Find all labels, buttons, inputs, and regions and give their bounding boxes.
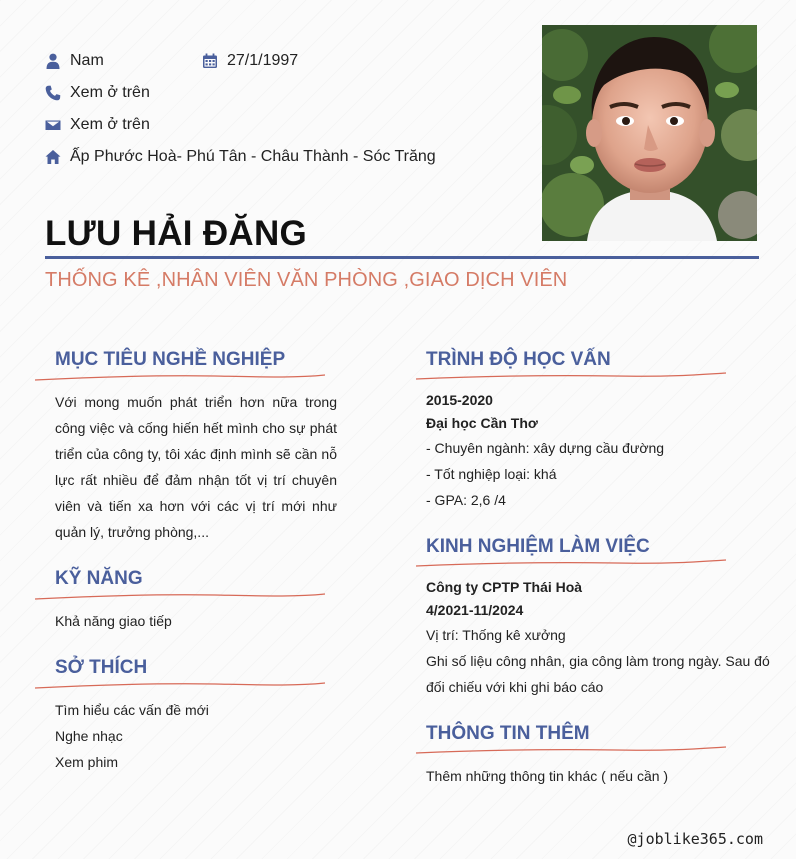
hobby-item: Xem phim xyxy=(55,754,119,770)
address-text: Ấp Phước Hoà- Phú Tân - Châu Thành - Sóc Trăng xyxy=(70,148,436,165)
experience-period: 4/2021-11/2024 xyxy=(426,602,524,618)
experience-heading: KINH NGHIỆM LÀM VIỆC xyxy=(426,536,650,557)
contact-email xyxy=(45,116,150,134)
hobby-item: Tìm hiểu các vấn đề mới xyxy=(55,702,209,718)
experience-description: Ghi số liệu công nhân, gia công làm trong ngày. Sau đó đối chiếu với khi ghi báo cáo xyxy=(426,653,770,695)
name-divider xyxy=(45,256,759,259)
job-title: THỐNG KÊ ,NHÂN VIÊN VĂN PHÒNG ,GIAO DỊCH VIÊN xyxy=(45,269,568,291)
contact-phone xyxy=(45,84,150,102)
hobbies-heading: SỞ THÍCH xyxy=(55,657,148,678)
education-detail: - Chuyên ngành: xây dựng cầu đường xyxy=(426,440,665,456)
candidate-name: LƯU HẢI ĐĂNG xyxy=(45,214,308,253)
education-heading: TRÌNH ĐỘ HỌC VẤN xyxy=(426,349,611,370)
contact-dob xyxy=(202,52,298,70)
objective-text: Với mong muốn phát triển hơn nữa trong công việc và cống hiến hết mình cho sự phát triển của công ty, tôi xác định mình sẽ cần nỗ lực rất nhiều để đảm nhận tốt vị trí chuyên viên và tiến xa hơn với các vị trí mới như quản lý, trưởng phòng,... xyxy=(55,394,337,540)
calendar-icon xyxy=(202,53,218,69)
education-detail: - GPA: 2,6 /4 xyxy=(426,492,506,508)
user-icon xyxy=(45,53,61,69)
phone-icon xyxy=(45,85,61,101)
skills-heading: KỸ NĂNG xyxy=(55,568,143,589)
contact-gender xyxy=(45,52,104,70)
extra-underline xyxy=(416,745,726,755)
objective-heading: MỤC TIÊU NGHỀ NGHIỆP xyxy=(55,349,286,370)
email-text: Xem ở trên xyxy=(70,116,150,133)
education-school: Đại học Cần Thơ xyxy=(426,415,538,431)
experience-company: Công ty CPTP Thái Hoà xyxy=(426,579,583,595)
extra-text: Thêm những thông tin khác ( nếu cần ) xyxy=(426,768,669,784)
education-period: 2015-2020 xyxy=(426,392,493,408)
education-detail: - Tốt nghiệp loại: khá xyxy=(426,466,557,482)
contact-address xyxy=(45,148,436,166)
hobbies-underline xyxy=(35,681,325,691)
gender-text: Nam xyxy=(70,52,104,69)
skills-underline xyxy=(35,592,325,602)
envelope-icon xyxy=(45,117,61,133)
experience-position: Vị trí: Thống kê xưởng xyxy=(426,627,566,643)
dob-text: 27/1/1997 xyxy=(227,52,299,69)
objective-underline xyxy=(35,373,325,383)
hobby-item: Nghe nhạc xyxy=(55,728,123,744)
watermark: @joblike365.com xyxy=(627,830,763,848)
education-underline xyxy=(416,371,726,381)
profile-photo xyxy=(542,25,757,241)
home-icon xyxy=(45,149,61,165)
skill-item: Khả năng giao tiếp xyxy=(55,613,172,629)
experience-underline xyxy=(416,558,726,568)
phone-text: Xem ở trên xyxy=(70,84,150,101)
extra-heading: THÔNG TIN THÊM xyxy=(426,723,590,744)
